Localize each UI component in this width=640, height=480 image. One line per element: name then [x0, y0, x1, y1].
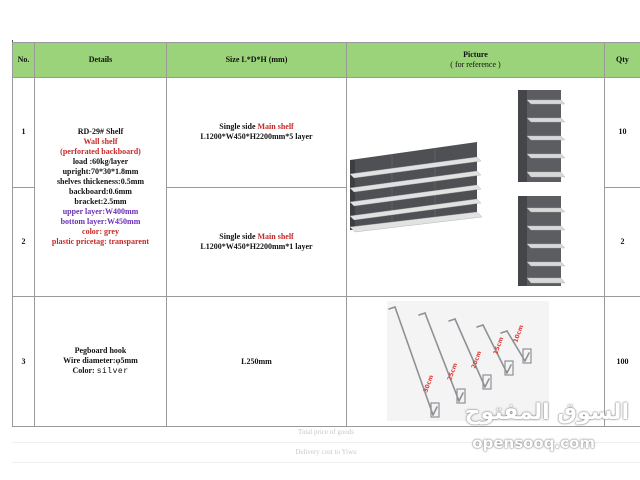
header-picture	[347, 43, 605, 78]
hook-details-cell	[35, 297, 167, 427]
row-2-no: 2	[13, 187, 35, 297]
shelf-thickness: shelves thickeness:0.5mm	[56, 177, 145, 186]
row-2-size	[167, 187, 347, 297]
hook-label-30cm: 30cm	[422, 374, 436, 394]
shelf-color: color: grey	[82, 227, 119, 236]
row-1-qty: 10	[605, 78, 640, 188]
header-picture-sub: ( for reference )	[450, 60, 501, 69]
table-header-row	[13, 43, 640, 78]
header-picture-label: Picture	[463, 50, 488, 59]
footer-total-price: Total price of goods	[12, 423, 640, 443]
row-3-qty: 100	[605, 297, 640, 427]
header-details: Details	[35, 43, 167, 78]
shelf-upright: upright:70*30*1.8mm	[62, 167, 139, 176]
shelf-picture	[347, 78, 605, 296]
hook-wire-diameter: Wire diameter:φ5mm	[63, 356, 138, 365]
row-1-size-spec: L1200*W450*H2200mm*5 layer	[200, 132, 313, 142]
row-3-size: L250mm	[167, 297, 347, 427]
shelf-title: RD-29# Shelf	[77, 127, 124, 136]
hook-label-20cm: 20cm	[470, 350, 484, 370]
row-1-no: 1	[13, 78, 35, 188]
row-2-size-prefix: Single side	[219, 231, 258, 241]
table-row	[13, 78, 640, 188]
row-2-size-spec: L1200*W450*H2200mm*1 layer	[200, 241, 313, 251]
watermark-latin-text: opensooq.com	[472, 434, 595, 452]
shelf-perforated: (perforated backboard)	[60, 147, 141, 156]
hook-color-value: silver	[96, 367, 129, 376]
shelf-bottom-layer: bottom layer:W450mm	[60, 217, 141, 226]
header-no: No.	[13, 43, 35, 78]
shelf-pricetag: plastic pricetag: transparent	[51, 237, 150, 246]
row-2-qty: 2	[605, 187, 640, 297]
shelf-backboard: backboard:0.6mm	[69, 187, 132, 196]
hook-label-10cm: 10cm	[512, 324, 526, 344]
quotation-table	[12, 42, 640, 427]
small-shelf-unit-image	[518, 196, 565, 286]
row-3-no: 3	[13, 297, 35, 427]
hook-label-25cm: 25cm	[446, 362, 460, 382]
hook-color-label: Color:	[72, 366, 95, 375]
shelf-bracket: bracket:2.5mm	[74, 197, 127, 206]
row-2-size-highlight: Main shelf	[257, 231, 294, 241]
long-shelf-run-image	[350, 142, 482, 232]
shelf-wall: Wall shelf	[83, 137, 118, 146]
hook-label-15cm: 15cm	[492, 336, 506, 356]
header-qty: Qty	[605, 43, 640, 78]
shelf-picture-cell	[347, 78, 605, 297]
opensooq-watermark	[460, 400, 635, 464]
footer-delivery-cost: Delivery cost to Yiwu	[12, 443, 640, 463]
tall-shelf-unit-image	[518, 90, 565, 182]
watermark-arabic-text: السوق المفتوح	[464, 400, 629, 425]
row-1-size-prefix: Single side	[219, 122, 258, 132]
shelf-upper-layer: upper layer:W400mm	[62, 207, 139, 216]
shelf-details-cell	[35, 78, 167, 297]
header-size: Size L*D*H (mm)	[167, 43, 347, 78]
row-1-size-highlight: Main shelf	[257, 122, 294, 132]
shelf-load: load :60kg/layer	[72, 157, 129, 166]
hook-title: Pegboard hook	[74, 346, 127, 355]
row-1-size	[167, 78, 347, 188]
